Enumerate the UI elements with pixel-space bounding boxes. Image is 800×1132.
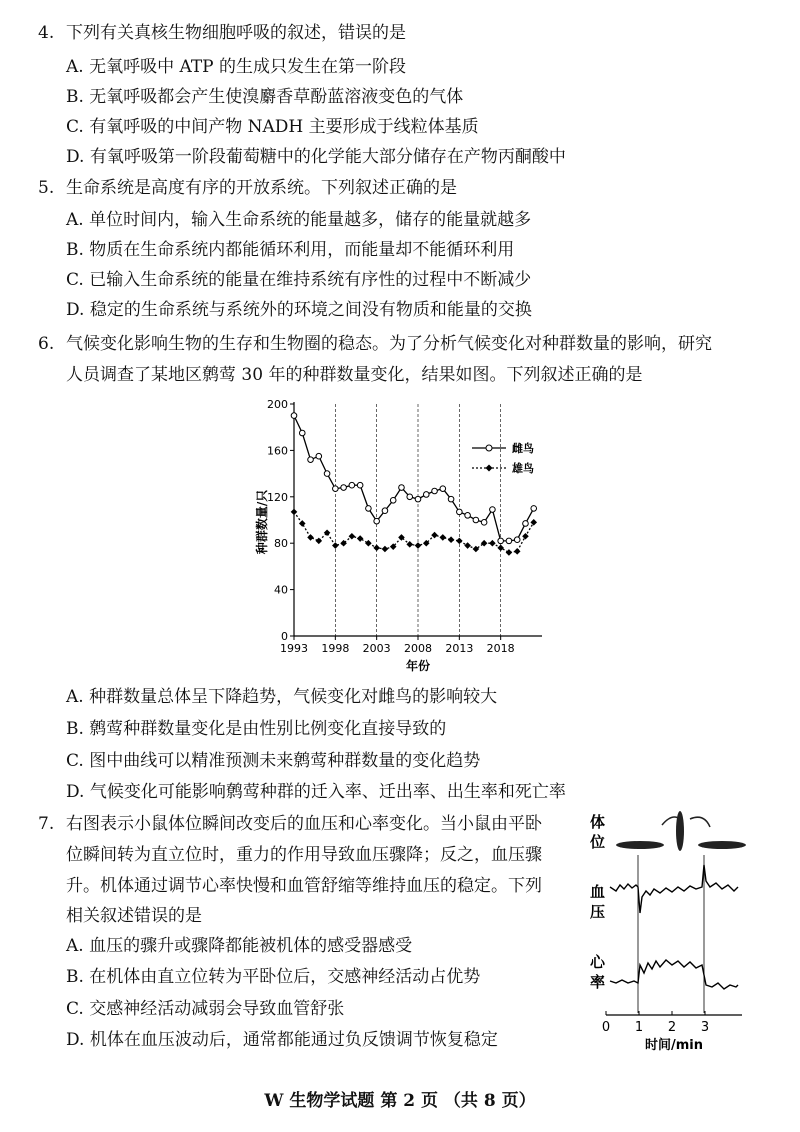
data-point-male <box>316 538 323 545</box>
question-7-option-a: A. 血压的骤升或骤降都能被机体的感受器感受 <box>66 936 413 956</box>
standing-mouse-icon <box>676 811 684 851</box>
data-point-male <box>340 540 347 547</box>
series-line-female <box>294 416 534 541</box>
data-point-male <box>514 548 521 555</box>
question-4-number: 4. <box>38 23 55 43</box>
data-point-female <box>490 507 496 513</box>
row-label-posture-2: 位 <box>590 833 606 851</box>
data-point-female <box>341 485 347 491</box>
question-6-option-d: D. 气候变化可能影响鹩莺种群的迁入率、迁出率、出生率和死亡率 <box>66 782 566 802</box>
data-point-male <box>357 535 364 542</box>
data-point-female <box>316 453 322 459</box>
row-label-bp-2: 压 <box>590 903 606 921</box>
question-7-stem-line-2: 位瞬间转为直立位时，重力的作用导致血压骤降；反之，血压骤 <box>66 845 542 865</box>
question-6-number: 6. <box>38 334 55 354</box>
legend-marker-diamond <box>486 465 493 472</box>
data-point-male <box>307 534 314 541</box>
data-point-male <box>299 520 306 527</box>
question-7-stem-line-3: 升。机体通过调节心率快慢和血管舒缩等维持血压的稳定。下列 <box>66 876 542 896</box>
question-6-option-b: B. 鹩莺种群数量变化是由性别比例变化直接导致的 <box>66 719 447 739</box>
x-axis-label: 年份 <box>405 659 431 673</box>
data-point-female <box>523 521 529 527</box>
question-5-option-c: C. 已输入生命系统的能量在维持系统有序性的过程中不断减少 <box>66 270 532 290</box>
data-point-male <box>522 533 529 540</box>
y-tick-label: 80 <box>274 537 288 551</box>
chart-legend <box>472 441 534 475</box>
data-point-female <box>481 520 487 526</box>
data-point-male <box>489 540 496 547</box>
data-point-male <box>456 538 463 545</box>
time-tick-label: 1 <box>634 1020 644 1035</box>
data-point-male <box>415 542 422 549</box>
legend-label: 雌鸟 <box>512 442 534 455</box>
data-point-female <box>308 457 314 463</box>
data-point-male <box>464 542 471 549</box>
data-point-male <box>382 546 389 553</box>
question-6-stem-line-1: 气候变化影响生物的生存和生物圈的稳态。为了分析气候变化对种群数量的影响，研究 <box>66 334 712 354</box>
data-point-female <box>465 513 471 519</box>
data-point-female <box>531 506 537 512</box>
x-tick-label: 2013 <box>445 642 474 655</box>
data-point-male <box>349 533 356 540</box>
question-4-option-a: A. 无氧呼吸中 ATP 的生成只发生在第一阶段 <box>66 57 407 77</box>
blood-pressure-chart <box>580 805 760 1055</box>
time-tick-label: 3 <box>700 1020 710 1035</box>
data-point-male <box>291 509 298 516</box>
question-5-option-d: D. 稳定的生命系统与系统外的环境之间没有物质和能量的交换 <box>66 300 532 320</box>
time-tick-label: 2 <box>667 1020 677 1035</box>
row-label-hr-2: 率 <box>590 973 606 991</box>
lying-mouse-icon-2 <box>698 841 746 849</box>
time-axis-label: 时间/min <box>644 1038 704 1053</box>
x-tick-label: 1993 <box>280 642 308 655</box>
data-point-male <box>324 529 331 536</box>
y-tick-label: 160 <box>267 444 288 458</box>
data-point-female <box>457 509 463 515</box>
data-point-male <box>530 519 537 526</box>
data-point-female <box>366 506 372 512</box>
question-7-number: 7. <box>38 814 55 834</box>
data-point-female <box>399 485 405 491</box>
data-point-female <box>324 471 330 477</box>
question-7-option-c: C. 交感神经活动减弱会导致血管舒张 <box>66 999 345 1019</box>
x-tick-label: 1998 <box>321 642 350 655</box>
x-tick-label: 2008 <box>404 642 432 655</box>
data-point-female <box>357 482 363 488</box>
question-4-stem: 下列有关真核生物细胞呼吸的叙述，错误的是 <box>66 23 406 43</box>
legend-marker-open-circle <box>486 445 492 451</box>
data-point-male <box>365 540 372 547</box>
heart-rate-trace <box>610 960 738 989</box>
data-point-female <box>382 508 388 514</box>
question-7-option-b: B. 在机体由直立位转为平卧位后，交感神经活动占优势 <box>66 967 481 987</box>
data-point-female <box>423 492 429 498</box>
question-5-option-a: A. 单位时间内，输入生命系统的能量越多，储存的能量就越多 <box>66 210 532 230</box>
data-point-female <box>432 488 438 494</box>
question-4-option-d: D. 有氧呼吸第一阶段葡萄糖中的化学能大部分储存在产物丙酮酸中 <box>66 147 566 167</box>
question-7-stem-line-1: 右图表示小鼠体位瞬间改变后的血压和心率变化。当小鼠由平卧 <box>66 814 542 834</box>
blood-pressure-trace <box>610 865 738 913</box>
y-tick-label: 200 <box>267 398 288 411</box>
data-point-female <box>514 537 520 543</box>
data-point-female <box>498 538 504 544</box>
question-5-stem: 生命系统是高度有序的开放系统。下列叙述正确的是 <box>66 178 457 198</box>
data-point-female <box>299 430 305 436</box>
data-point-female <box>291 413 297 419</box>
data-point-male <box>448 536 455 543</box>
legend-label: 雄鸟 <box>512 462 534 475</box>
population-chart <box>255 392 558 682</box>
row-label-posture-1: 体 <box>590 813 606 831</box>
y-axis-label: 种群数量/只 <box>255 489 269 555</box>
x-tick-label: 2003 <box>362 642 391 655</box>
question-6-stem-line-2: 人员调查了某地区鹩莺 30 年的种群数量变化，结果如图。下列叙述正确的是 <box>66 365 643 385</box>
y-tick-label: 0 <box>281 630 288 643</box>
y-tick-label: 120 <box>267 490 288 504</box>
data-point-female <box>374 518 380 524</box>
data-point-female <box>415 496 421 502</box>
data-point-female <box>407 494 413 500</box>
row-label-hr-1: 心 <box>590 953 606 971</box>
data-point-female <box>473 517 479 523</box>
row-label-bp-1: 血 <box>590 883 606 901</box>
data-point-male <box>406 541 413 548</box>
data-point-female <box>333 486 339 492</box>
data-point-male <box>497 545 504 552</box>
data-point-male <box>431 532 438 539</box>
question-7-option-d: D. 机体在血压波动后，通常都能通过负反馈调节恢复稳定 <box>66 1030 498 1050</box>
time-tick-label: 0 <box>601 1020 611 1035</box>
page-footer: W 生物学试题 第 2 页 （共 8 页） <box>264 1091 536 1111</box>
question-4-option-b: B. 无氧呼吸都会产生使溴麝香草酚蓝溶液变色的气体 <box>66 87 464 107</box>
data-point-female <box>506 538 512 544</box>
y-tick-label: 40 <box>274 583 288 597</box>
question-5-number: 5. <box>38 178 55 198</box>
arrow-down-icon <box>690 817 710 827</box>
x-tick-label: 2018 <box>486 642 515 655</box>
question-6-option-c: C. 图中曲线可以精准预测未来鹩莺种群数量的变化趋势 <box>66 751 481 771</box>
question-5-option-b: B. 物质在生命系统内都能循环利用，而能量却不能循环利用 <box>66 240 515 260</box>
data-point-female <box>448 496 454 502</box>
data-point-female <box>390 497 396 503</box>
data-point-male <box>506 549 513 556</box>
data-point-female <box>440 486 446 492</box>
data-point-male <box>440 534 447 541</box>
question-6-option-a: A. 种群数量总体呈下降趋势，气候变化对雌鸟的影响较大 <box>66 687 498 707</box>
data-point-female <box>349 482 355 488</box>
question-7-stem-line-4: 相关叙述错误的是 <box>66 906 202 926</box>
question-4-option-c: C. 有氧呼吸的中间产物 NADH 主要形成于线粒体基质 <box>66 117 479 137</box>
data-point-male <box>332 542 339 549</box>
lying-mouse-icon <box>616 841 664 849</box>
data-point-male <box>373 545 380 552</box>
